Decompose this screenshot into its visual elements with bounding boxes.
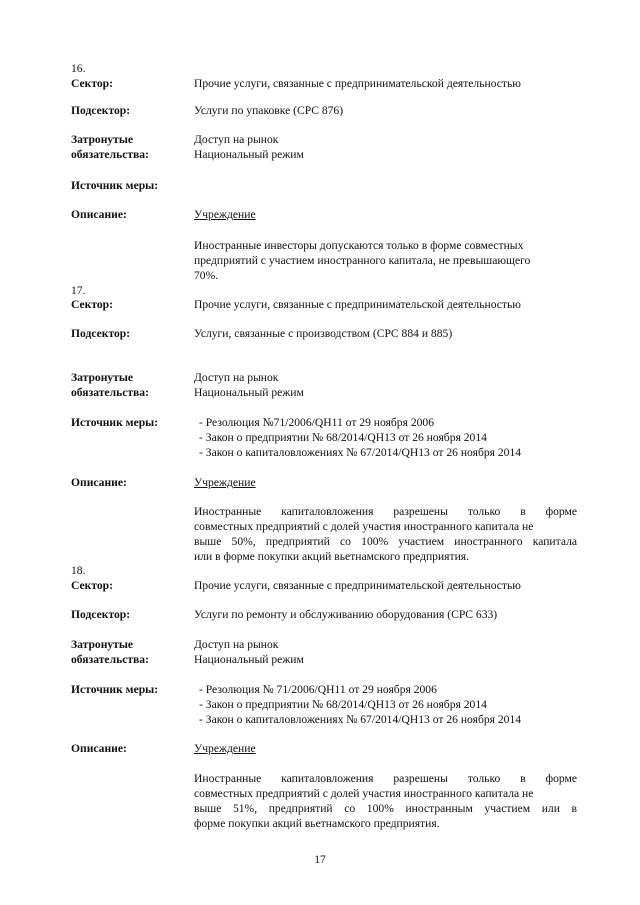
subsector-value: Услуги по ремонту и обслуживанию оборудования (CPC 633) bbox=[194, 608, 498, 621]
description-text: Иностранные капиталовложения разрешены только в форме совместных предприятий с долей участия иностранного капитала не выше 50%, предприятий со 100% участием иностранного капитала или в форме покупки акций вьетнамского предприятия. bbox=[194, 505, 577, 563]
obligations-value: Доступ на рынок Национальный режим bbox=[194, 371, 304, 399]
source-item: - Закон о капиталовложениях № 67/2014/QH13 от 26 ноября 2014 bbox=[199, 713, 522, 726]
subsector-value: Услуги по упаковке (CPC 876) bbox=[194, 104, 344, 117]
sector-label: Сектор: bbox=[71, 579, 113, 592]
source-item: - Резолюция № 71/2006/QH11 от 29 ноября 2006 bbox=[199, 683, 437, 696]
description-label: Описание: bbox=[71, 476, 127, 489]
obligations-value: Доступ на рынок Национальный режим bbox=[194, 638, 304, 666]
source-list bbox=[199, 682, 579, 727]
source-item: - Резолюция №71/2006/QH11 от 29 ноября 2006 bbox=[199, 416, 435, 429]
sector-value: Прочие услуги, связанные с предпринимательской деятельностью bbox=[194, 77, 521, 90]
source-list bbox=[199, 415, 579, 460]
obligations-label: Затронутые обязательства: bbox=[71, 371, 149, 399]
subsector-label: Подсектор: bbox=[71, 104, 131, 117]
source-label: Источник меры: bbox=[71, 683, 159, 696]
page-number: 17 bbox=[314, 853, 326, 866]
sector-value: Прочие услуги, связанные с предпринимательской деятельностью bbox=[194, 298, 521, 311]
sector-value: Прочие услуги, связанные с предпринимательской деятельностью bbox=[194, 579, 521, 592]
source-label: Источник меры: bbox=[71, 179, 159, 192]
description-label: Описание: bbox=[71, 742, 127, 755]
source-item: - Закон о предприятии № 68/2014/QH13 от 26 ноября 2014 bbox=[199, 698, 487, 711]
entry-number: 17. bbox=[71, 284, 86, 297]
entry-number: 16. bbox=[71, 62, 86, 75]
source-item: - Закон о капиталовложениях № 67/2014/QH13 от 26 ноября 2014 bbox=[199, 446, 522, 459]
source-label: Источник меры: bbox=[71, 416, 159, 429]
sector-label: Сектор: bbox=[71, 77, 113, 90]
description-title: Учреждение bbox=[194, 476, 256, 489]
obligations-label: Затронутые обязательства: bbox=[71, 133, 149, 161]
description-title: Учреждение bbox=[194, 208, 256, 221]
description-text: Иностранные капиталовложения разрешены только в форме совместных предприятий с долей участия иностранного капитала не выше 51%, предприятий со 100% иностранным участием или в форме покупки акций вьетнамского предприятия. bbox=[194, 772, 577, 830]
subsector-value: Услуги, связанные с производством (CPC 884 и 885) bbox=[194, 327, 453, 340]
obligations-value: Доступ на рынок Национальный режим bbox=[194, 133, 304, 161]
source-item: - Закон о предприятии № 68/2014/QH13 от 26 ноября 2014 bbox=[199, 431, 487, 444]
entry-number: 18. bbox=[71, 564, 86, 577]
obligations-label: Затронутые обязательства: bbox=[71, 638, 149, 666]
description-text: Иностранные инвесторы допускаются только в форме совместных предприятий с участием иностранного капитала, не превышающего 70%. bbox=[194, 239, 531, 282]
description-label: Описание: bbox=[71, 208, 127, 221]
description-title: Учреждение bbox=[194, 742, 256, 755]
subsector-label: Подсектор: bbox=[71, 608, 131, 621]
subsector-label: Подсектор: bbox=[71, 327, 131, 340]
sector-label: Сектор: bbox=[71, 298, 113, 311]
